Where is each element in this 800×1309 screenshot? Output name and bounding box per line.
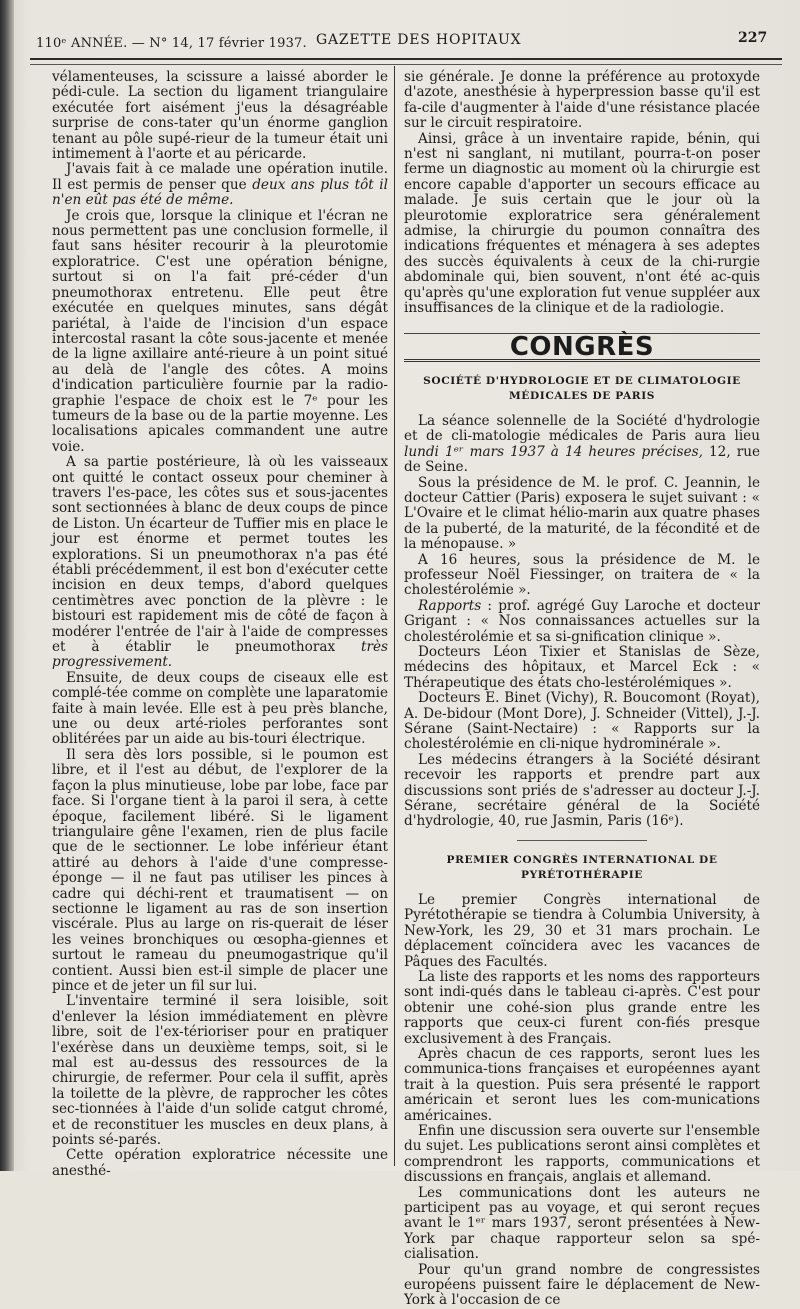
right-column <box>404 70 760 1309</box>
paragraph: vélamenteuses, la scissure a laissé aborder le pédi-cule. La section du ligament triangulaire exécutée fort aisément j'eus la désagréable surprise de cons-tater qu'un énorme ganglion tenant au pôle supé-rieur de la tumeur était uni intimement à l'aorte et au péricarde. <box>52 69 388 163</box>
paragraph: Enfin une discussion sera ouverte sur l'ensemble du sujet. Les publications seront ainsi complètes et comprendront les rapports, communications et discussions en français, anglais et allemand. <box>404 1122 760 1186</box>
paragraph: Ainsi, grâce à un inventaire rapide, bénin, qui n'est ni sanglant, ni mutilant, pourra-t-on poser ferme un diagnostic au moment où la chirurgie est encore capable d'apporter un secours efficace au malade. Je suis certain que le jour où la pleurotomie exploratrice sera généralement admise, la chirurgie du poumon connaîtra des indications fréquentes et ménagera à ses adeptes des succès équivalents à ceux de la chi-rurgie abdominale qui, bien souvent, n'ont été ac-quis qu'après qu'une exploration fut venue suppléer aux insuffisances de la clinique et de la radiologie. <box>404 130 760 317</box>
paragraph: L'inventaire terminé il sera loisible, soit d'enlever la lésion immédiatement en plèvre libre, soit de l'ex-térioriser pour en pratiquer l'exérèse dans un deuxième temps, soit, si le mal est au-dessus des ressources de la chirurgie, de refermer. Pour cela il suffit, après la toilette de la plèvre, de rapprocher les côtes sec-tionnées à l'aide d'un solide catgut chromé, et de reconstituer les muscles en deux plans, à points sé-parés. <box>52 993 388 1149</box>
paragraph: J'avais fait à ce malade une opération inutile. Il est permis de penser que deux ans plus tôt il n'en eût pas été de même. <box>52 161 388 209</box>
journal-title: GAZETTE DES HOPITAUX <box>316 32 522 48</box>
paragraph: La séance solennelle de la Société d'hydrologie et de cli-matologie médicales de Paris aura lieu lundi 1ᵉʳ mars 1937 à 14 heures précises, 12, rue de Seine. <box>404 412 760 476</box>
paragraph: Je crois que, lorsque la clinique et l'écran ne nous permettent pas une conclusion formelle, il faut sans hésiter recourir à la pleurotomie exploratrice. C'est une opération bénigne, surtout si on l'a fait pré-céder d'un pneumothorax entretenu. Elle peut être exécutée en quelques minutes, sans dégât pariétal, à l'aide de l'incision d'un espace intercostal rasant la côte sous-jacente et menée de la ligne axillaire anté-rieure à un point situé au delà de l'angle des côtes. A moins d'indication particulière fournie par la radio-graphie l'espace de choix est le 7ᵉ pour les tumeurs de la base ou de la partie moyenne. Les localisations apicales commandent une autre voie. <box>52 207 388 455</box>
paragraph: Pour qu'un grand nombre de congressistes européens puissent faire le déplacement de New-York à l'occasion de ce <box>404 1261 760 1309</box>
paragraph: La liste des rapports et les noms des rapporteurs sont indi-qués dans le tableau ci-après. C'est pour obtenir une cohé-sion plus grande entre les rapports que ceux-ci furent con-fiés presque exclusivement à des Français. <box>404 968 760 1047</box>
paragraph: Docteurs Léon Tixier et Stanislas de Sèze, médecins des hôpitaux, et Marcel Eck : « Thérapeutique des états cho-lestérolémiques ». <box>404 644 760 691</box>
header-rule <box>30 58 782 65</box>
paragraph: Les communications dont les auteurs ne participent pas au voyage, et qui seront reçues avant le 1ᵉʳ mars 1937, seront présentées à New-York par chaque rapporteur selon sa spé-cialisation. <box>404 1184 760 1263</box>
issue-line: 110ᵉ ANNÉE. — N° 14, 17 février 1937. <box>36 36 307 51</box>
section-title-hydrologie: SOCIÉTÉ D'HYDROLOGIE ET DE CLIMATOLOGIE MÉDICALES DE PARIS <box>423 374 741 402</box>
section-divider <box>517 840 647 841</box>
section-title-pyretotherapie: PREMIER CONGRÈS INTERNATIONAL DE PYRÉTOTHÉRAPIE <box>446 853 718 881</box>
page-number: 227 <box>738 30 768 46</box>
left-column <box>52 70 388 1179</box>
paragraph: Il sera dès lors possible, si le poumon est libre, et il l'est au début, de l'explorer de la façon la plus minutieuse, lobe par lobe, face par face. Si l'organe tient à la paroi il sera, à cette époque, facilement libéré. Si le ligament triangulaire gêne l'examen, rien de plus facile que de le sectionner. Le lobe inférieur étant attiré au dehors à l'aide d'une compresse-éponge — il ne faut pas utiliser les pinces à cadre qui déchi-rent et traumatisent — on sectionne le ligament au ras de son insertion viscérale. Plus au large on ris-querait de léser les veines bronchiques ou œsopha-giennes et surtout le rameau du pneumogastrique qu'il contient. Aussi bien est-il simple de placer une pince et de jeter un fil sur lui. <box>52 746 388 994</box>
paragraph: Rapports : prof. agrégé Guy Laroche et docteur Grigant : « Nos connaissances actuelles sur la cholestérolémie et sa si-gnification clinique ». <box>404 597 760 645</box>
congres-heading: CONGRÈS <box>404 333 760 362</box>
paragraph: A sa partie postérieure, là où les vaisseaux ont quitté le contact osseux pour cheminer à travers l'es-pace, les côtes sus et sous-jacentes sont sectionnées à blanc de deux coups de pince de Liston. Un écarteur de Tuffier mis en place le jour est énorme et permet toutes les explorations. Si un pneumothorax n'a pas été établi précédemment, il est bon d'exécuter cette incision en deux temps, d'abord quelques centimètres avec ponction de la plèvre : le bistouri est rapidement mis de côté de façon à modérer l'entrée de l'air à l'aide de compresses et à établir le pneumothorax très progressivement. <box>52 454 388 671</box>
paragraph: Docteurs E. Binet (Vichy), R. Boucomont (Royat), A. De-bidour (Mont Dore), J. Schneider (Vittel), J.-J. Sérane (Saint-Nectaire) : « Rapports sur la cholestérolémie en cli-nique hydrominérale ». <box>404 690 760 753</box>
binding-edge <box>0 0 14 1171</box>
paragraph: Le premier Congrès international de Pyrétothérapie se tiendra à Columbia University, à New-York, les 29, 30 et 31 mars prochain. Le déplacement coïncidera avec les vacances de Pâques des Facultés. <box>404 891 760 970</box>
page-header <box>30 30 782 56</box>
paragraph: Après chacun de ces rapports, seront lues les communica-tions françaises et européennes ayant trait à la question. Puis sera présenté le rapport américain et seront lues les com-munications américaines. <box>404 1045 760 1124</box>
paragraph: Ensuite, de deux coups de ciseaux elle est complé-tée comme on complète une laparatomie faite à main levée. Elle est à peu près blanche, une ou deux arté-rioles perforantes sont oblitérées par un aide au bis-touri électrique. <box>52 669 388 748</box>
paragraph: Les médecins étrangers à la Société désirant recevoir les rapports et prendre part aux discussions sont priés de s'adresser au docteur J.-J. Sérane, secrétaire général de la Société d'hydrologie, 40, rue Jasmin, Paris (16ᵉ). <box>404 751 760 830</box>
paragraph: Sous la présidence de M. le prof. C. Jeannin, le docteur Cattier (Paris) exposera le sujet suivant : « L'Ovaire et le climat hélio-marin aux quatre phases de la puberté, de la maturité, de la fécondité et de la ménopause. » <box>404 474 760 553</box>
paragraph: Cette opération exploratrice nécessite une anesthé- <box>52 1147 388 1179</box>
paragraph: A 16 heures, sous la présidence de M. le professeur Noël Fiessinger, on traitera de « la cholestérolémie ». <box>404 551 760 599</box>
paragraph: sie générale. Je donne la préférence au protoxyde d'azote, anesthésie à hyperpression basse qu'il est fa-cile d'augmenter à l'aide d'une résistance placée sur le circuit respiratoire. <box>404 69 760 132</box>
column-divider <box>394 66 395 1166</box>
